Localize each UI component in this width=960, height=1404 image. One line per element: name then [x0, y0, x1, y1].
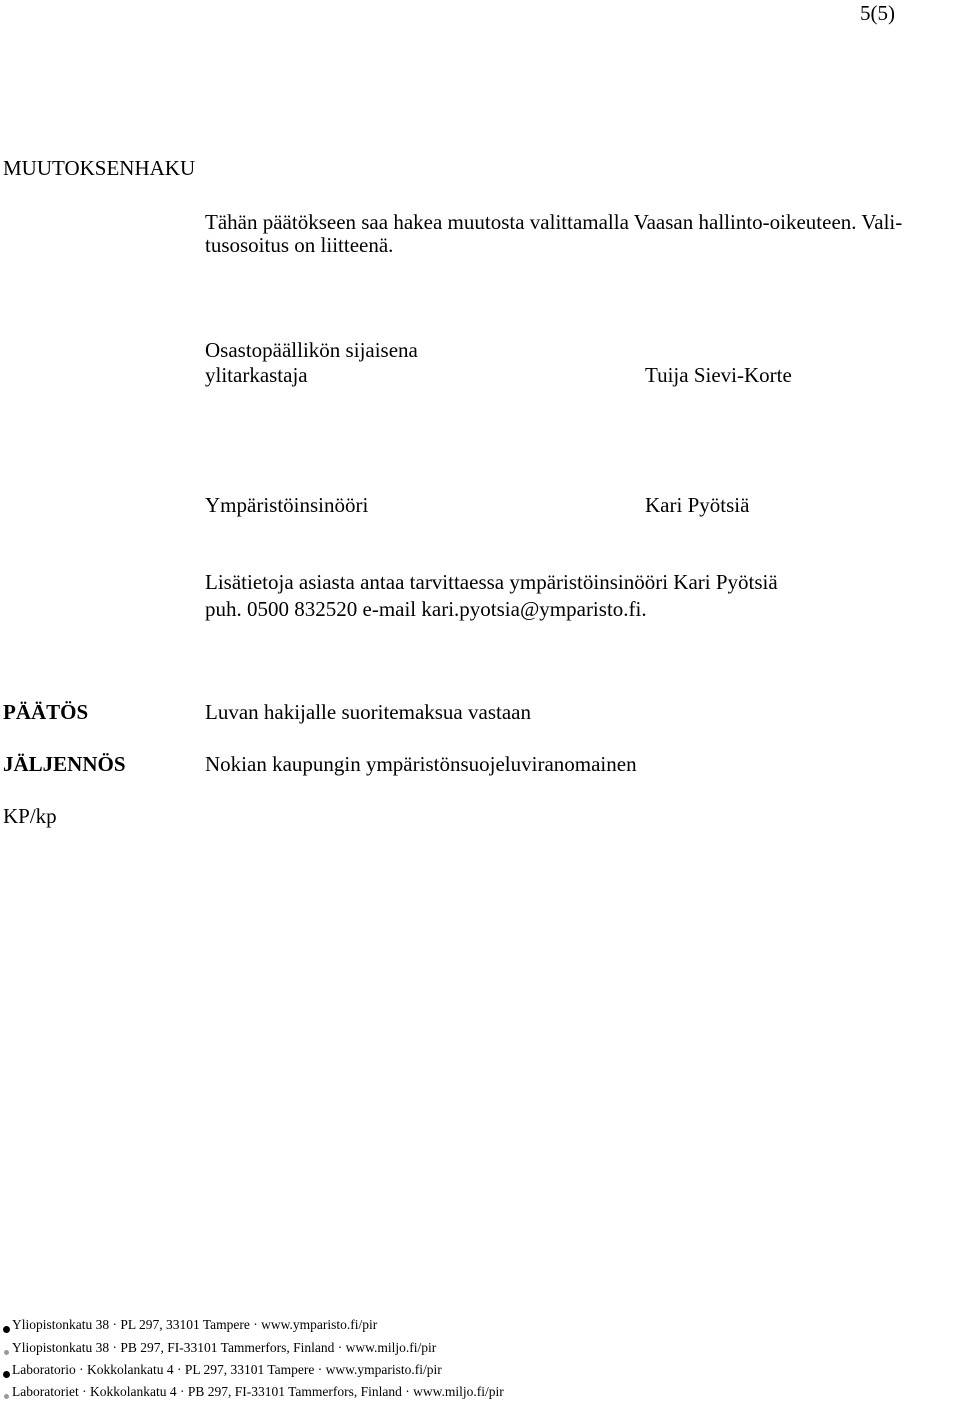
signer-2-name: Kari Pyötsiä — [645, 493, 750, 517]
appeal-text-line-1: Tähän päätökseen saa hakea muutosta valittamalla Vaasan hallinto-oikeuteen. Vali- — [205, 210, 903, 234]
initials: KP/kp — [3, 804, 57, 828]
footer-bullet-icon — [3, 1326, 10, 1333]
decision-label: PÄÄTÖS — [3, 700, 89, 724]
copy-recipient: Nokian kaupungin ympäristönsuojeluviranomainen — [205, 752, 637, 776]
footer-line-2: Yliopistonkatu 38 · PB 297, FI-33101 Tammerfors, Finland · www.miljo.fi/pir — [12, 1340, 437, 1355]
footer-bullet-icon — [4, 1394, 9, 1399]
signer-1-name: Tuija Sievi-Korte — [645, 363, 792, 387]
copy-label: JÄLJENNÖS — [3, 752, 126, 776]
page-number: 5(5) — [860, 1, 895, 25]
info-line-2: puh. 0500 832520 e-mail kari.pyotsia@ymparisto.fi. — [205, 597, 647, 621]
appeal-text-line-2: tusosoitus on liitteenä. — [205, 233, 394, 257]
signer-1-title-line-2: ylitarkastaja — [205, 363, 308, 387]
info-line-1: Lisätietoja asiasta antaa tarvittaessa ympäristöinsinööri Kari Pyötsiä — [205, 570, 778, 594]
appeal-heading: MUUTOKSENHAKU — [3, 156, 196, 180]
footer-bullet-icon — [3, 1371, 10, 1378]
footer-bullet-icon — [4, 1350, 9, 1355]
footer-line-4: Laboratoriet · Kokkolankatu 4 · PB 297, FI-33101 Tammerfors, Finland · www.miljo.fi/pir — [12, 1384, 504, 1399]
footer-line-1: Yliopistonkatu 38 · PL 297, 33101 Tampere · www.ymparisto.fi/pir — [12, 1317, 378, 1332]
decision-recipient: Luvan hakijalle suoritemaksua vastaan — [205, 700, 531, 724]
signer-1-title-line-1: Osastopäällikön sijaisena — [205, 338, 418, 362]
footer-line-3: Laboratorio · Kokkolankatu 4 · PL 297, 33101 Tampere · www.ymparisto.fi/pir — [12, 1362, 442, 1377]
signer-2-title: Ympäristöinsinööri — [205, 493, 369, 517]
